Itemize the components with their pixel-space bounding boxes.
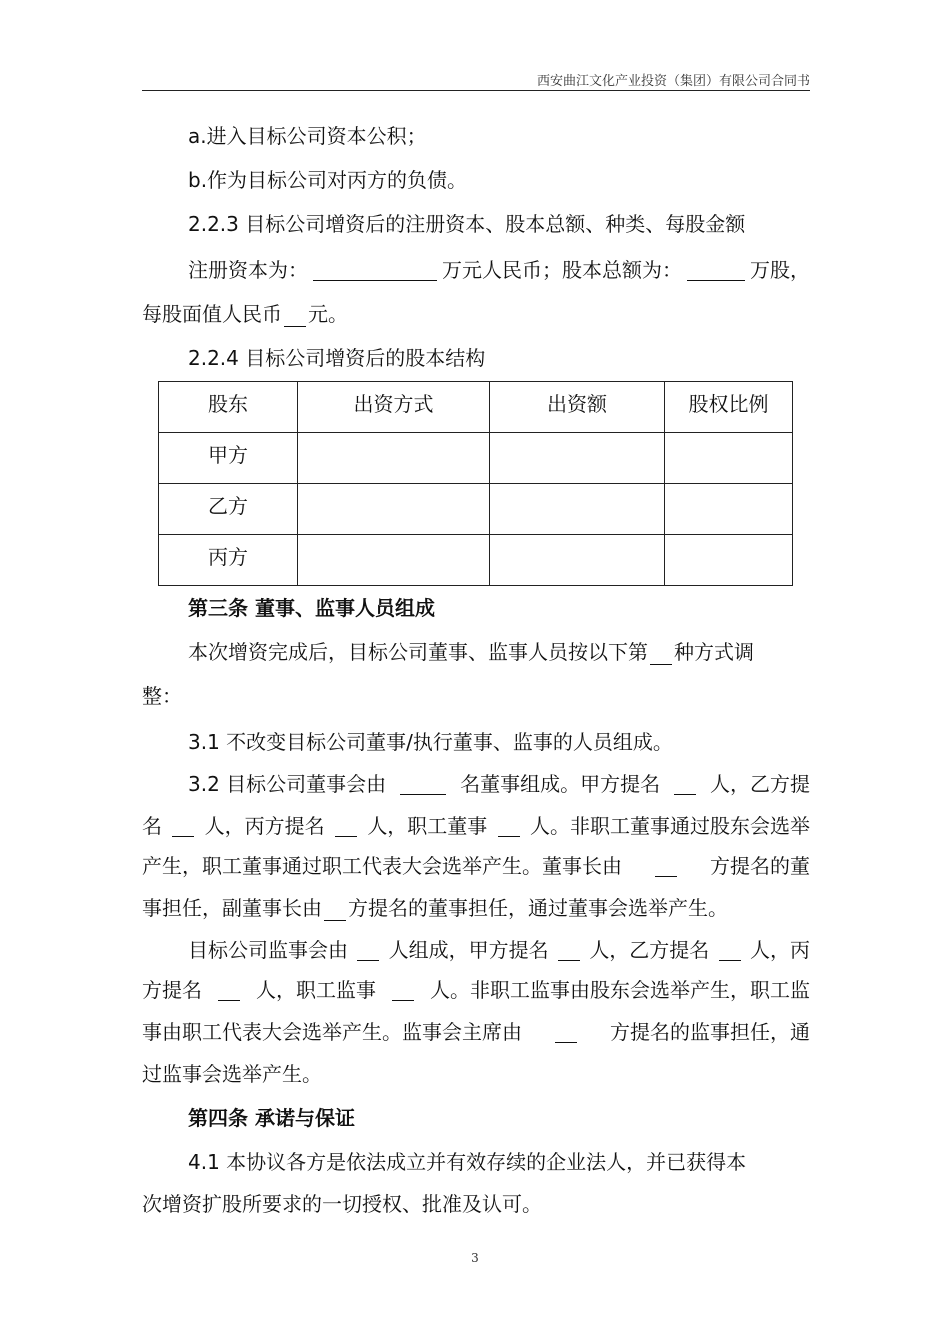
supervisor-chair-party-blank[interactable] [555,1020,577,1043]
table-header-row [159,382,793,433]
article-3-heading [142,596,810,620]
equity-structure-table [158,381,793,586]
supervisors-line-3 [142,1020,810,1044]
clause-3-2-line-3 [142,854,810,878]
text: 次增资扩股所要求的一切授权、批准及认可。 [142,1192,542,1216]
supervisor-board-size-blank[interactable] [357,938,379,961]
intro-text-c: 整： [142,684,182,708]
section-2-2-3-title-text: 2.2.3 目标公司增资后的注册资本、股本总额、种类、每股金额 [188,212,746,236]
party-b-directors-blank[interactable] [172,814,194,837]
header-shareholder: 股东 [159,382,298,433]
intro-text-a: 本次增资完成后，目标公司董事、监事人员按以下第 [188,640,648,664]
cell-method[interactable] [298,433,490,484]
cell-amount[interactable] [490,433,665,484]
text: 人，乙方提名 [589,938,710,962]
text: 人，职工监事 [256,978,376,1002]
item-a [142,124,810,148]
text: 事由职工代表大会选举产生。监事会主席由 [142,1020,522,1044]
text: 事担任，副董事长由 [142,896,322,920]
article-4-heading [142,1106,810,1130]
text: 方提名的监事担任，通 [610,1020,810,1044]
table-row [159,484,793,535]
registered-capital-unit: 万元人民币；股本总额为： [442,258,682,282]
clause-3-1-text: 3.1 不改变目标公司董事/执行董事、监事的人员组成。 [188,730,673,754]
text: 方提名 [142,978,202,1002]
text: 过监事会选举产生。 [142,1062,322,1086]
cell-shareholder: 丙方 [159,535,298,586]
clause-3-1 [142,730,810,754]
section-2-2-4-title [142,346,810,370]
chairman-party-blank[interactable] [655,854,677,877]
par-value-unit: 元。 [308,302,348,326]
text: 人。非职工监事由股东会选举产生，职工监 [430,978,810,1002]
page-header [142,68,810,91]
par-value-blank[interactable] [284,304,306,327]
party-a-supervisors-blank[interactable] [558,938,580,961]
board-size-blank[interactable] [400,772,446,795]
registered-capital-line [142,258,810,282]
page-number: 3 [471,1251,479,1265]
article-3-intro-cont [142,684,810,708]
cell-amount[interactable] [490,484,665,535]
cell-amount[interactable] [490,535,665,586]
header-equity-ratio: 股权比例 [665,382,793,433]
clause-3-2-line-4 [142,896,810,921]
text: 人组成，甲方提名 [388,938,549,962]
cell-ratio[interactable] [665,535,793,586]
par-value-label: 每股面值人民币 [142,302,282,326]
cell-shareholder: 甲方 [159,433,298,484]
clause-3-2-line-2 [142,814,810,838]
supervisors-line-1 [142,938,810,962]
party-c-supervisors-blank[interactable] [218,978,240,1001]
text: 3.2 目标公司董事会由 [188,772,387,796]
cell-shareholder: 乙方 [159,484,298,535]
text: 名 [142,814,162,838]
text: 人。非职工董事通过股东会选举 [529,814,810,838]
cell-method[interactable] [298,484,490,535]
party-a-directors-blank[interactable] [674,772,696,795]
clause-4-1-line-2 [142,1192,810,1216]
section-2-2-3-title [142,212,810,236]
section-2-2-4-title-text: 2.2.4 目标公司增资后的股本结构 [188,346,486,370]
clause-4-1-line-1 [142,1150,810,1174]
text: 人，职工董事 [367,814,488,838]
table-row [159,535,793,586]
total-shares-blank[interactable] [687,258,745,281]
text: 人，丙 [749,938,810,962]
intro-text-b: 种方式调 [674,640,754,664]
article-3-heading-text: 第三条 董事、监事人员组成 [188,596,435,620]
header-title: 西安曲江文化产业投资（集团）有限公司合同书 [536,74,810,89]
cell-ratio[interactable] [665,433,793,484]
cell-ratio[interactable] [665,484,793,535]
text: 方提名的董事担任，通过董事会选举产生。 [348,896,728,920]
text: 产生，职工董事通过职工代表大会选举产生。董事长由 [142,854,622,878]
vice-chairman-party-blank[interactable] [324,898,346,921]
table-row [159,433,793,484]
cell-method[interactable] [298,535,490,586]
article-4-heading-text: 第四条 承诺与保证 [188,1106,355,1130]
employee-supervisors-blank[interactable] [392,978,414,1001]
employee-directors-blank[interactable] [498,814,520,837]
item-a-text: a.进入目标公司资本公积； [188,124,427,148]
text: 4.1 本协议各方是依法成立并有效存续的企业法人，并已获得本 [188,1150,747,1174]
header-contribution-method: 出资方式 [298,382,490,433]
article-3-intro [142,640,810,665]
method-number-blank[interactable] [650,642,672,665]
party-b-supervisors-blank[interactable] [719,938,741,961]
item-b-text: b.作为目标公司对丙方的负债。 [188,168,468,192]
party-c-directors-blank[interactable] [335,814,357,837]
par-value-line [142,302,810,327]
text: 目标公司监事会由 [188,938,348,962]
supervisors-line-4 [142,1062,810,1086]
text: 方提名的董 [710,854,810,878]
text: 人，乙方提 [709,772,810,796]
header-contribution-amount: 出资额 [490,382,665,433]
supervisors-line-2 [142,978,810,1002]
total-shares-unit: 万股， [750,258,810,282]
registered-capital-blank[interactable] [313,258,437,281]
registered-capital-label: 注册资本为： [188,258,308,282]
item-b [142,168,810,192]
text: 名董事组成。甲方提名 [460,772,661,796]
text: 人，丙方提名 [204,814,325,838]
clause-3-2-line-1 [142,772,810,796]
